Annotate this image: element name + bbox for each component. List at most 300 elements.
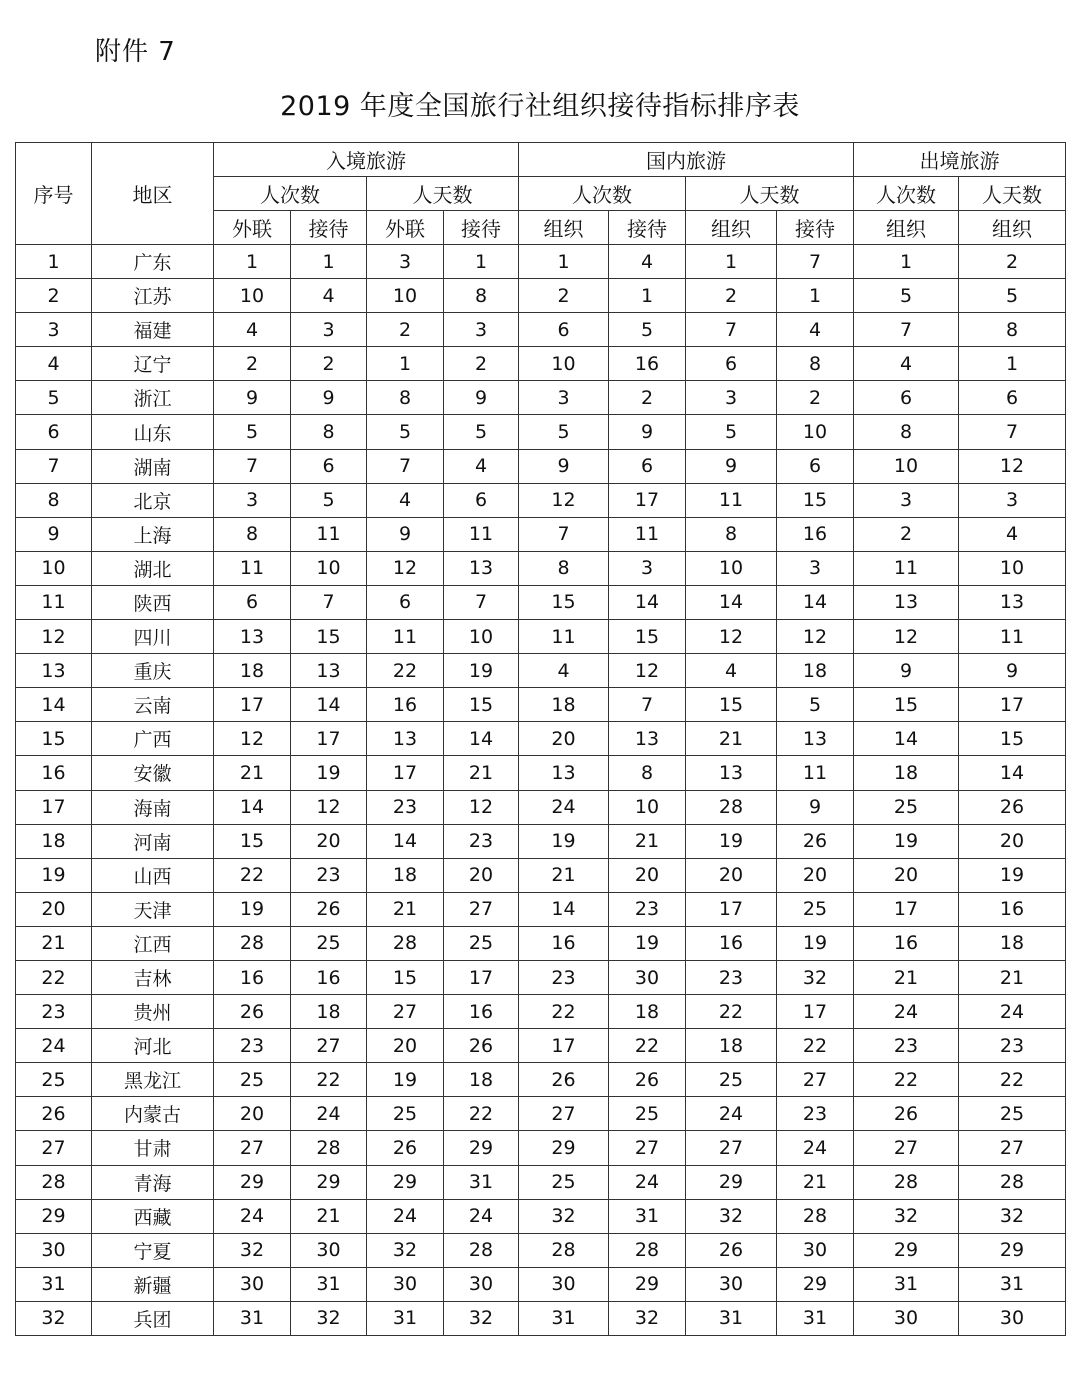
cell-rank: 8 (959, 313, 1066, 347)
cell-region: 广东 (92, 245, 214, 279)
table-row (16, 517, 1066, 551)
cell-rank: 9 (367, 517, 444, 551)
cell-rank: 30 (609, 960, 686, 994)
cell-seq: 28 (16, 1165, 92, 1199)
cell-rank: 12 (854, 620, 959, 654)
cell-rank: 31 (959, 1267, 1066, 1301)
cell-rank: 15 (367, 960, 444, 994)
cell-seq: 10 (16, 551, 92, 585)
cell-rank: 12 (519, 483, 609, 517)
cell-rank: 17 (214, 688, 291, 722)
cell-rank: 22 (367, 654, 444, 688)
cell-rank: 26 (519, 1063, 609, 1097)
cell-rank: 9 (777, 790, 854, 824)
header-inbound: 入境旅游 (214, 143, 519, 177)
cell-rank: 9 (519, 449, 609, 483)
cell-rank: 27 (854, 1131, 959, 1165)
cell-region: 重庆 (92, 654, 214, 688)
cell-rank: 14 (854, 722, 959, 756)
cell-rank: 19 (959, 858, 1066, 892)
cell-rank: 32 (609, 1301, 686, 1335)
cell-seq: 24 (16, 1029, 92, 1063)
table-row (16, 1029, 1066, 1063)
cell-rank: 8 (519, 551, 609, 585)
cell-rank: 4 (367, 483, 444, 517)
cell-rank: 24 (214, 1199, 291, 1233)
cell-rank: 22 (959, 1063, 1066, 1097)
header-domestic-times-organize: 组织 (519, 211, 609, 245)
cell-region: 兵团 (92, 1301, 214, 1335)
cell-rank: 27 (444, 892, 519, 926)
cell-region: 内蒙古 (92, 1097, 214, 1131)
cell-rank: 2 (519, 279, 609, 313)
cell-rank: 26 (686, 1233, 777, 1267)
cell-rank: 8 (854, 415, 959, 449)
cell-rank: 7 (367, 449, 444, 483)
cell-rank: 31 (214, 1301, 291, 1335)
cell-rank: 25 (959, 1097, 1066, 1131)
header-outbound: 出境旅游 (854, 143, 1066, 177)
cell-rank: 29 (777, 1267, 854, 1301)
cell-rank: 17 (609, 483, 686, 517)
cell-region: 安徽 (92, 756, 214, 790)
cell-rank: 17 (367, 756, 444, 790)
cell-rank: 13 (444, 551, 519, 585)
cell-seq: 19 (16, 858, 92, 892)
cell-rank: 15 (214, 824, 291, 858)
cell-rank: 19 (214, 892, 291, 926)
cell-seq: 20 (16, 892, 92, 926)
header-domestic-days-organize: 组织 (686, 211, 777, 245)
cell-rank: 32 (291, 1301, 367, 1335)
cell-rank: 1 (519, 245, 609, 279)
cell-rank: 13 (519, 756, 609, 790)
cell-rank: 8 (777, 347, 854, 381)
cell-rank: 17 (854, 892, 959, 926)
cell-rank: 28 (519, 1233, 609, 1267)
cell-rank: 25 (686, 1063, 777, 1097)
cell-seq: 25 (16, 1063, 92, 1097)
cell-rank: 11 (214, 551, 291, 585)
cell-rank: 4 (519, 654, 609, 688)
cell-rank: 18 (214, 654, 291, 688)
cell-rank: 27 (609, 1131, 686, 1165)
cell-rank: 22 (214, 858, 291, 892)
cell-rank: 13 (609, 722, 686, 756)
cell-seq: 30 (16, 1233, 92, 1267)
cell-rank: 18 (609, 995, 686, 1029)
cell-rank: 7 (214, 449, 291, 483)
cell-rank: 19 (686, 824, 777, 858)
header-outbound-person-days: 人天数 (959, 177, 1066, 211)
cell-rank: 10 (854, 449, 959, 483)
cell-rank: 13 (291, 654, 367, 688)
cell-region: 西藏 (92, 1199, 214, 1233)
cell-rank: 16 (444, 995, 519, 1029)
cell-rank: 3 (777, 551, 854, 585)
cell-region: 海南 (92, 790, 214, 824)
cell-rank: 23 (291, 858, 367, 892)
cell-rank: 2 (214, 347, 291, 381)
cell-rank: 11 (686, 483, 777, 517)
cell-rank: 6 (854, 381, 959, 415)
cell-rank: 30 (519, 1267, 609, 1301)
cell-region: 湖北 (92, 551, 214, 585)
header-domestic-times-reception: 接待 (609, 211, 686, 245)
cell-seq: 2 (16, 279, 92, 313)
cell-rank: 18 (291, 995, 367, 1029)
cell-rank: 8 (214, 517, 291, 551)
cell-rank: 25 (214, 1063, 291, 1097)
cell-rank: 17 (444, 960, 519, 994)
cell-rank: 14 (609, 585, 686, 619)
cell-rank: 23 (854, 1029, 959, 1063)
cell-seq: 7 (16, 449, 92, 483)
cell-rank: 6 (777, 449, 854, 483)
cell-rank: 12 (609, 654, 686, 688)
cell-rank: 2 (444, 347, 519, 381)
cell-rank: 18 (959, 926, 1066, 960)
cell-rank: 32 (854, 1199, 959, 1233)
cell-rank: 2 (291, 347, 367, 381)
cell-rank: 28 (959, 1165, 1066, 1199)
cell-rank: 13 (959, 585, 1066, 619)
cell-rank: 22 (686, 995, 777, 1029)
table-row (16, 1267, 1066, 1301)
cell-rank: 8 (291, 415, 367, 449)
cell-rank: 22 (854, 1063, 959, 1097)
cell-rank: 4 (609, 245, 686, 279)
cell-rank: 31 (519, 1301, 609, 1335)
cell-seq: 31 (16, 1267, 92, 1301)
cell-rank: 14 (444, 722, 519, 756)
cell-rank: 3 (291, 313, 367, 347)
cell-region: 宁夏 (92, 1233, 214, 1267)
cell-seq: 26 (16, 1097, 92, 1131)
cell-rank: 23 (519, 960, 609, 994)
cell-rank: 20 (519, 722, 609, 756)
cell-rank: 12 (777, 620, 854, 654)
cell-rank: 10 (959, 551, 1066, 585)
cell-rank: 5 (959, 279, 1066, 313)
cell-rank: 20 (367, 1029, 444, 1063)
cell-rank: 10 (609, 790, 686, 824)
cell-rank: 11 (367, 620, 444, 654)
cell-region: 北京 (92, 483, 214, 517)
cell-rank: 15 (519, 585, 609, 619)
cell-rank: 6 (519, 313, 609, 347)
cell-rank: 16 (519, 926, 609, 960)
cell-rank: 6 (291, 449, 367, 483)
header-domestic-days-reception: 接待 (777, 211, 854, 245)
cell-seq: 22 (16, 960, 92, 994)
cell-rank: 32 (214, 1233, 291, 1267)
cell-rank: 13 (367, 722, 444, 756)
cell-seq: 14 (16, 688, 92, 722)
cell-rank: 26 (291, 892, 367, 926)
cell-rank: 5 (291, 483, 367, 517)
table-row (16, 1233, 1066, 1267)
cell-rank: 29 (367, 1165, 444, 1199)
attachment-label: 附件 7 (95, 37, 176, 67)
cell-rank: 24 (959, 995, 1066, 1029)
cell-rank: 18 (854, 756, 959, 790)
cell-rank: 11 (777, 756, 854, 790)
cell-rank: 29 (854, 1233, 959, 1267)
cell-rank: 15 (291, 620, 367, 654)
cell-rank: 16 (686, 926, 777, 960)
table-row (16, 892, 1066, 926)
cell-rank: 9 (444, 381, 519, 415)
cell-rank: 20 (444, 858, 519, 892)
cell-rank: 12 (291, 790, 367, 824)
cell-rank: 11 (519, 620, 609, 654)
cell-rank: 23 (214, 1029, 291, 1063)
cell-rank: 28 (686, 790, 777, 824)
cell-rank: 15 (609, 620, 686, 654)
cell-rank: 24 (686, 1097, 777, 1131)
cell-rank: 23 (367, 790, 444, 824)
cell-rank: 30 (367, 1267, 444, 1301)
cell-rank: 17 (291, 722, 367, 756)
cell-rank: 29 (291, 1165, 367, 1199)
cell-rank: 10 (291, 551, 367, 585)
cell-rank: 6 (959, 381, 1066, 415)
cell-rank: 7 (959, 415, 1066, 449)
cell-rank: 27 (686, 1131, 777, 1165)
cell-seq: 8 (16, 483, 92, 517)
cell-rank: 23 (777, 1097, 854, 1131)
cell-rank: 24 (854, 995, 959, 1029)
cell-region: 浙江 (92, 381, 214, 415)
cell-rank: 15 (854, 688, 959, 722)
cell-rank: 1 (214, 245, 291, 279)
cell-rank: 32 (367, 1233, 444, 1267)
cell-rank: 11 (959, 620, 1066, 654)
cell-rank: 30 (959, 1301, 1066, 1335)
cell-seq: 16 (16, 756, 92, 790)
cell-rank: 4 (214, 313, 291, 347)
cell-rank: 12 (959, 449, 1066, 483)
cell-rank: 20 (214, 1097, 291, 1131)
cell-rank: 23 (686, 960, 777, 994)
table-row (16, 722, 1066, 756)
cell-rank: 20 (291, 824, 367, 858)
cell-rank: 7 (854, 313, 959, 347)
cell-rank: 10 (777, 415, 854, 449)
cell-rank: 6 (609, 449, 686, 483)
cell-rank: 32 (519, 1199, 609, 1233)
cell-rank: 7 (444, 585, 519, 619)
cell-region: 福建 (92, 313, 214, 347)
cell-rank: 25 (291, 926, 367, 960)
cell-rank: 6 (214, 585, 291, 619)
cell-rank: 24 (519, 790, 609, 824)
cell-rank: 4 (686, 654, 777, 688)
cell-region: 河南 (92, 824, 214, 858)
cell-rank: 15 (959, 722, 1066, 756)
cell-rank: 2 (854, 517, 959, 551)
cell-region: 湖南 (92, 449, 214, 483)
table-row (16, 313, 1066, 347)
cell-rank: 26 (609, 1063, 686, 1097)
cell-rank: 29 (609, 1267, 686, 1301)
header-region: 地区 (92, 143, 214, 245)
cell-region: 河北 (92, 1029, 214, 1063)
cell-rank: 25 (367, 1097, 444, 1131)
cell-rank: 29 (959, 1233, 1066, 1267)
cell-rank: 8 (367, 381, 444, 415)
cell-rank: 31 (291, 1267, 367, 1301)
cell-rank: 1 (777, 279, 854, 313)
cell-seq: 18 (16, 824, 92, 858)
cell-rank: 19 (291, 756, 367, 790)
cell-rank: 30 (777, 1233, 854, 1267)
cell-seq: 1 (16, 245, 92, 279)
header-inbound-person-days: 人天数 (367, 177, 519, 211)
cell-rank: 15 (444, 688, 519, 722)
cell-rank: 28 (444, 1233, 519, 1267)
cell-rank: 3 (686, 381, 777, 415)
cell-rank: 24 (609, 1165, 686, 1199)
cell-rank: 17 (777, 995, 854, 1029)
cell-rank: 30 (686, 1267, 777, 1301)
cell-rank: 16 (854, 926, 959, 960)
cell-rank: 29 (444, 1131, 519, 1165)
table-row (16, 688, 1066, 722)
cell-rank: 21 (367, 892, 444, 926)
cell-rank: 16 (777, 517, 854, 551)
cell-region: 天津 (92, 892, 214, 926)
cell-rank: 3 (959, 483, 1066, 517)
cell-rank: 25 (777, 892, 854, 926)
cell-rank: 2 (959, 245, 1066, 279)
cell-rank: 30 (444, 1267, 519, 1301)
cell-rank: 30 (854, 1301, 959, 1335)
table-row (16, 1097, 1066, 1131)
cell-rank: 29 (214, 1165, 291, 1199)
cell-rank: 17 (519, 1029, 609, 1063)
cell-rank: 22 (519, 995, 609, 1029)
cell-region: 山西 (92, 858, 214, 892)
header-inbound-days-reception: 接待 (444, 211, 519, 245)
cell-rank: 17 (686, 892, 777, 926)
cell-rank: 12 (686, 620, 777, 654)
cell-rank: 27 (777, 1063, 854, 1097)
table-row (16, 381, 1066, 415)
cell-rank: 2 (686, 279, 777, 313)
cell-rank: 21 (686, 722, 777, 756)
cell-rank: 3 (367, 245, 444, 279)
cell-rank: 30 (291, 1233, 367, 1267)
cell-rank: 24 (444, 1199, 519, 1233)
cell-rank: 19 (609, 926, 686, 960)
table-row (16, 449, 1066, 483)
cell-rank: 8 (609, 756, 686, 790)
cell-rank: 31 (444, 1165, 519, 1199)
cell-rank: 26 (959, 790, 1066, 824)
header-outbound-person-times: 人次数 (854, 177, 959, 211)
cell-rank: 14 (214, 790, 291, 824)
cell-seq: 32 (16, 1301, 92, 1335)
table-row (16, 756, 1066, 790)
cell-rank: 13 (686, 756, 777, 790)
cell-region: 陕西 (92, 585, 214, 619)
cell-rank: 28 (854, 1165, 959, 1199)
cell-rank: 7 (777, 245, 854, 279)
cell-rank: 14 (367, 824, 444, 858)
cell-rank: 28 (367, 926, 444, 960)
cell-rank: 20 (686, 858, 777, 892)
cell-rank: 18 (686, 1029, 777, 1063)
table-body (16, 245, 1066, 1336)
cell-rank: 9 (214, 381, 291, 415)
cell-rank: 31 (854, 1267, 959, 1301)
cell-rank: 16 (959, 892, 1066, 926)
cell-rank: 9 (291, 381, 367, 415)
cell-rank: 3 (854, 483, 959, 517)
cell-rank: 24 (777, 1131, 854, 1165)
cell-rank: 14 (959, 756, 1066, 790)
table-row (16, 1131, 1066, 1165)
table-row (16, 483, 1066, 517)
cell-rank: 21 (959, 960, 1066, 994)
cell-seq: 13 (16, 654, 92, 688)
cell-rank: 32 (777, 960, 854, 994)
cell-rank: 21 (777, 1165, 854, 1199)
cell-rank: 2 (367, 313, 444, 347)
cell-rank: 20 (609, 858, 686, 892)
header-inbound-days-external: 外联 (367, 211, 444, 245)
cell-rank: 11 (291, 517, 367, 551)
cell-rank: 9 (959, 654, 1066, 688)
cell-seq: 21 (16, 926, 92, 960)
cell-rank: 26 (854, 1097, 959, 1131)
cell-rank: 14 (519, 892, 609, 926)
cell-rank: 1 (854, 245, 959, 279)
cell-rank: 27 (519, 1097, 609, 1131)
header-seq: 序号 (16, 143, 92, 245)
cell-rank: 21 (854, 960, 959, 994)
cell-rank: 9 (609, 415, 686, 449)
cell-rank: 3 (519, 381, 609, 415)
cell-rank: 14 (686, 585, 777, 619)
cell-rank: 20 (959, 824, 1066, 858)
cell-region: 四川 (92, 620, 214, 654)
cell-rank: 1 (609, 279, 686, 313)
cell-region: 贵州 (92, 995, 214, 1029)
table-row (16, 1165, 1066, 1199)
cell-rank: 5 (686, 415, 777, 449)
cell-rank: 11 (444, 517, 519, 551)
cell-rank: 11 (854, 551, 959, 585)
cell-rank: 5 (367, 415, 444, 449)
cell-rank: 4 (444, 449, 519, 483)
table-row (16, 551, 1066, 585)
cell-region: 吉林 (92, 960, 214, 994)
cell-rank: 32 (686, 1199, 777, 1233)
cell-rank: 28 (214, 926, 291, 960)
cell-rank: 5 (777, 688, 854, 722)
cell-rank: 5 (519, 415, 609, 449)
cell-rank: 18 (444, 1063, 519, 1097)
header-outbound-times-organize: 组织 (854, 211, 959, 245)
cell-rank: 29 (519, 1131, 609, 1165)
cell-rank: 2 (609, 381, 686, 415)
cell-rank: 31 (367, 1301, 444, 1335)
cell-rank: 1 (959, 347, 1066, 381)
cell-rank: 7 (686, 313, 777, 347)
